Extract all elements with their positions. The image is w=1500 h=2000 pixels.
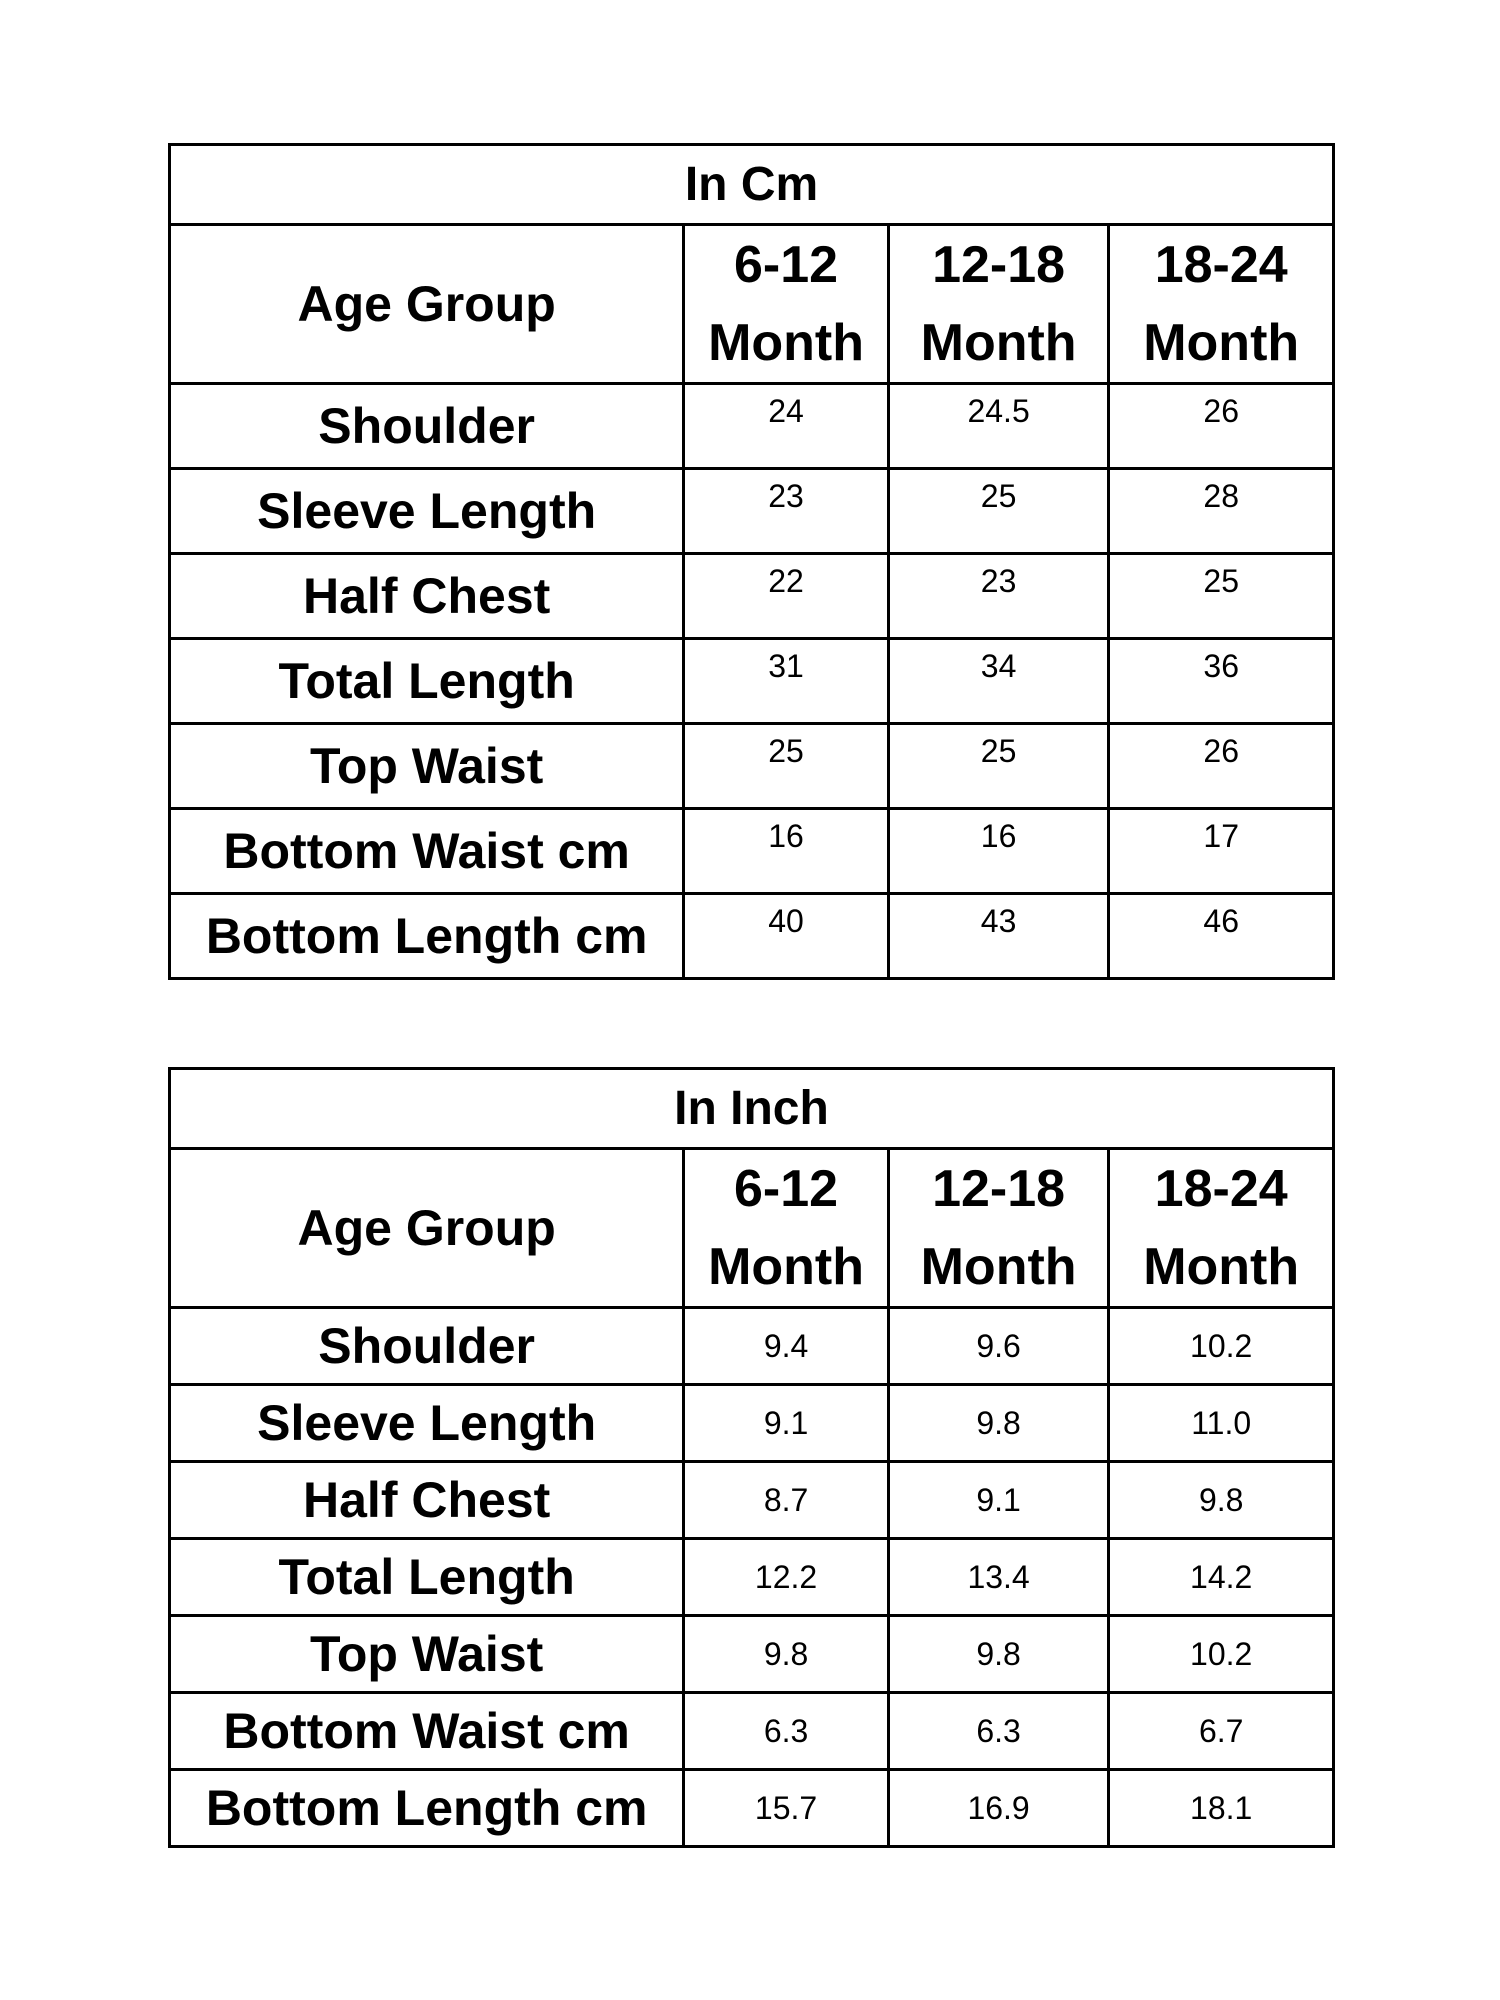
measurement-value: 11.0	[1109, 1385, 1334, 1462]
measurement-value: 18.1	[1109, 1770, 1334, 1847]
measurement-value: 9.1	[684, 1385, 889, 1462]
age-range: 12-18	[932, 1160, 1066, 1218]
measurement-value: 28	[1109, 469, 1334, 554]
size-table-inch	[168, 1067, 1335, 1848]
table-header-row	[170, 225, 1334, 384]
table-row	[170, 1385, 1334, 1462]
measurement-label: Sleeve Length	[170, 1385, 684, 1462]
age-unit: Month	[920, 314, 1077, 372]
measurement-value: 14.2	[1109, 1539, 1334, 1616]
table-title: In Cm	[170, 145, 1334, 225]
table-row	[170, 469, 1334, 554]
measurement-value: 9.8	[684, 1616, 889, 1693]
measurement-label: Bottom Length cm	[170, 1770, 684, 1847]
measurement-value: 25	[888, 469, 1109, 554]
measurement-value: 9.4	[684, 1308, 889, 1385]
measurement-value: 10.2	[1109, 1616, 1334, 1693]
table-row	[170, 894, 1334, 979]
measurement-value: 15.7	[684, 1770, 889, 1847]
measurement-label: Top Waist	[170, 1616, 684, 1693]
measurement-label: Shoulder	[170, 384, 684, 469]
table-row	[170, 1616, 1334, 1693]
measurement-value: 31	[684, 639, 889, 724]
table-title-row	[170, 145, 1334, 225]
measurement-value: 26	[1109, 724, 1334, 809]
age-unit: Month	[1143, 1238, 1300, 1296]
measurement-value: 9.8	[888, 1616, 1109, 1693]
measurement-value: 43	[888, 894, 1109, 979]
measurement-value: 46	[1109, 894, 1334, 979]
measurement-label: Total Length	[170, 639, 684, 724]
measurement-value: 24.5	[888, 384, 1109, 469]
measurement-value: 25	[1109, 554, 1334, 639]
measurement-label: Shoulder	[170, 1308, 684, 1385]
table-header-row	[170, 1149, 1334, 1308]
measurement-label: Bottom Waist cm	[170, 809, 684, 894]
measurement-value: 8.7	[684, 1462, 889, 1539]
age-range: 6-12	[734, 236, 839, 294]
table-row	[170, 724, 1334, 809]
age-column-header	[684, 1149, 889, 1308]
measurement-value: 6.7	[1109, 1693, 1334, 1770]
age-range: 12-18	[932, 236, 1066, 294]
table-row	[170, 1770, 1334, 1847]
age-unit: Month	[708, 314, 865, 372]
measurement-label: Sleeve Length	[170, 469, 684, 554]
measurement-value: 34	[888, 639, 1109, 724]
age-unit: Month	[708, 1238, 865, 1296]
measurement-value: 9.1	[888, 1462, 1109, 1539]
measurement-value: 26	[1109, 384, 1334, 469]
table-row	[170, 1539, 1334, 1616]
measurement-value: 16	[684, 809, 889, 894]
measurement-value: 24	[684, 384, 889, 469]
measurement-value: 36	[1109, 639, 1334, 724]
measurement-value: 16	[888, 809, 1109, 894]
measurement-label: Half Chest	[170, 554, 684, 639]
measurement-label: Top Waist	[170, 724, 684, 809]
table-row	[170, 1693, 1334, 1770]
age-group-header: Age Group	[170, 225, 684, 384]
age-column-header	[1109, 225, 1334, 384]
measurement-value: 13.4	[888, 1539, 1109, 1616]
measurement-value: 9.8	[1109, 1462, 1334, 1539]
measurement-value: 25	[888, 724, 1109, 809]
age-unit: Month	[920, 1238, 1077, 1296]
size-table-cm	[168, 143, 1335, 980]
table-title: In Inch	[170, 1069, 1334, 1149]
table-row	[170, 554, 1334, 639]
measurement-value: 23	[684, 469, 889, 554]
age-column-header	[1109, 1149, 1334, 1308]
age-column-header	[888, 1149, 1109, 1308]
age-unit: Month	[1143, 314, 1300, 372]
age-column-header	[888, 225, 1109, 384]
measurement-value: 40	[684, 894, 889, 979]
table-row	[170, 1308, 1334, 1385]
measurement-value: 9.6	[888, 1308, 1109, 1385]
measurement-value: 9.8	[888, 1385, 1109, 1462]
measurement-value: 23	[888, 554, 1109, 639]
age-range: 18-24	[1154, 1160, 1288, 1218]
age-group-header: Age Group	[170, 1149, 684, 1308]
table-title-row	[170, 1069, 1334, 1149]
age-column-header	[684, 225, 889, 384]
measurement-label: Half Chest	[170, 1462, 684, 1539]
age-range: 18-24	[1154, 236, 1288, 294]
measurement-value: 25	[684, 724, 889, 809]
table-row	[170, 809, 1334, 894]
age-range: 6-12	[734, 1160, 839, 1218]
measurement-value: 12.2	[684, 1539, 889, 1616]
measurement-label: Bottom Waist cm	[170, 1693, 684, 1770]
measurement-value: 10.2	[1109, 1308, 1334, 1385]
measurement-label: Bottom Length cm	[170, 894, 684, 979]
measurement-value: 17	[1109, 809, 1334, 894]
table-row	[170, 1462, 1334, 1539]
measurement-label: Total Length	[170, 1539, 684, 1616]
table-row	[170, 384, 1334, 469]
measurement-value: 22	[684, 554, 889, 639]
table-row	[170, 639, 1334, 724]
measurement-value: 6.3	[684, 1693, 889, 1770]
measurement-value: 6.3	[888, 1693, 1109, 1770]
measurement-value: 16.9	[888, 1770, 1109, 1847]
